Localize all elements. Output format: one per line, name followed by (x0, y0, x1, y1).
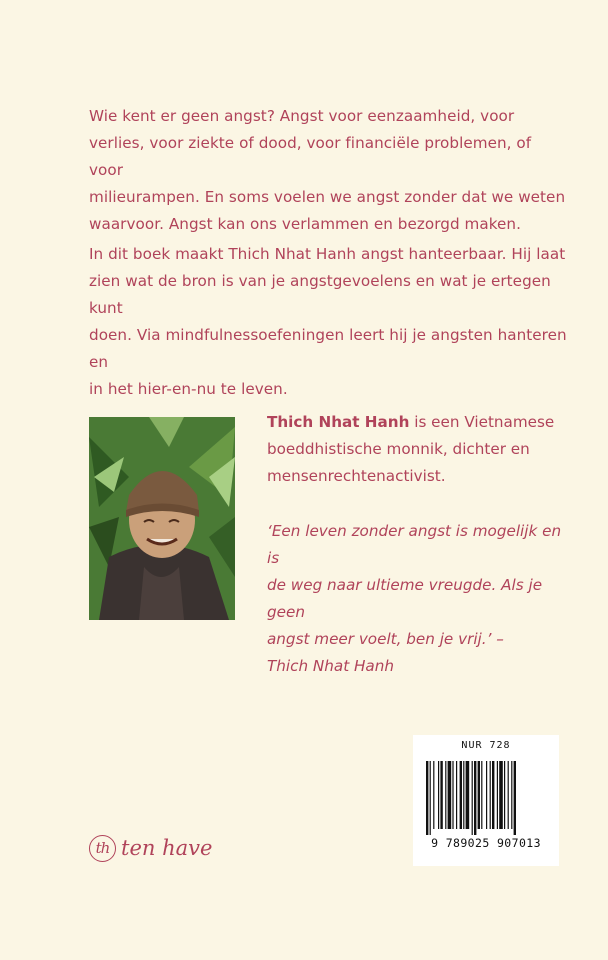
bio-text: boeddhistische monnik, dichter en (267, 440, 530, 458)
publisher-mark-icon: th (89, 835, 116, 862)
author-photo (89, 417, 235, 620)
text-line: Wie kent er geen angst? Angst voor eenzaamheid, voor (89, 107, 515, 125)
text-line: waarvoor. Angst kan ons verlammen en bezorgd maken. (89, 215, 521, 233)
publisher-logo (89, 830, 212, 866)
text-line: verlies, voor ziekte of dood, voor financiële problemen, of voor (89, 134, 532, 179)
quote-line: ‘Een leven zonder angst is mogelijk en is (267, 522, 562, 567)
barcode-label (413, 735, 559, 866)
text-line: doen. Via mindfulnessoefeningen leert hij je angsten hanteren en (89, 326, 567, 371)
barcode-icon (426, 761, 546, 835)
author-quote (267, 518, 567, 680)
quote-line: de weg naar ultieme vreugde. Als je geen (267, 576, 543, 621)
description-paragraph-2 (89, 241, 569, 403)
author-name: Thich Nhat Hanh (267, 413, 410, 431)
author-bio (267, 409, 567, 490)
quote-line: angst meer voelt, ben je vrij.’ – (267, 630, 504, 648)
publisher-name: ten have (121, 836, 213, 860)
text-line: In dit boek maakt Thich Nhat Hanh angst hanteerbaar. Hij laat (89, 245, 566, 263)
text-line: milieurampen. En soms voelen we angst zonder dat we weten (89, 188, 566, 206)
quote-attribution: Thich Nhat Hanh (267, 657, 394, 675)
nur-code: NUR 728 (461, 740, 511, 751)
text-line: zien wat de bron is van je angstgevoelens en wat je ertegen kunt (89, 272, 551, 317)
text-line: in het hier-en-nu te leven. (89, 380, 288, 398)
bio-text: mensenrechtenactivist. (267, 467, 446, 485)
isbn-number: 9 789025 907013 (431, 836, 541, 850)
description-paragraph-1 (89, 103, 569, 238)
bio-text: is een Vietnamese (409, 413, 555, 431)
